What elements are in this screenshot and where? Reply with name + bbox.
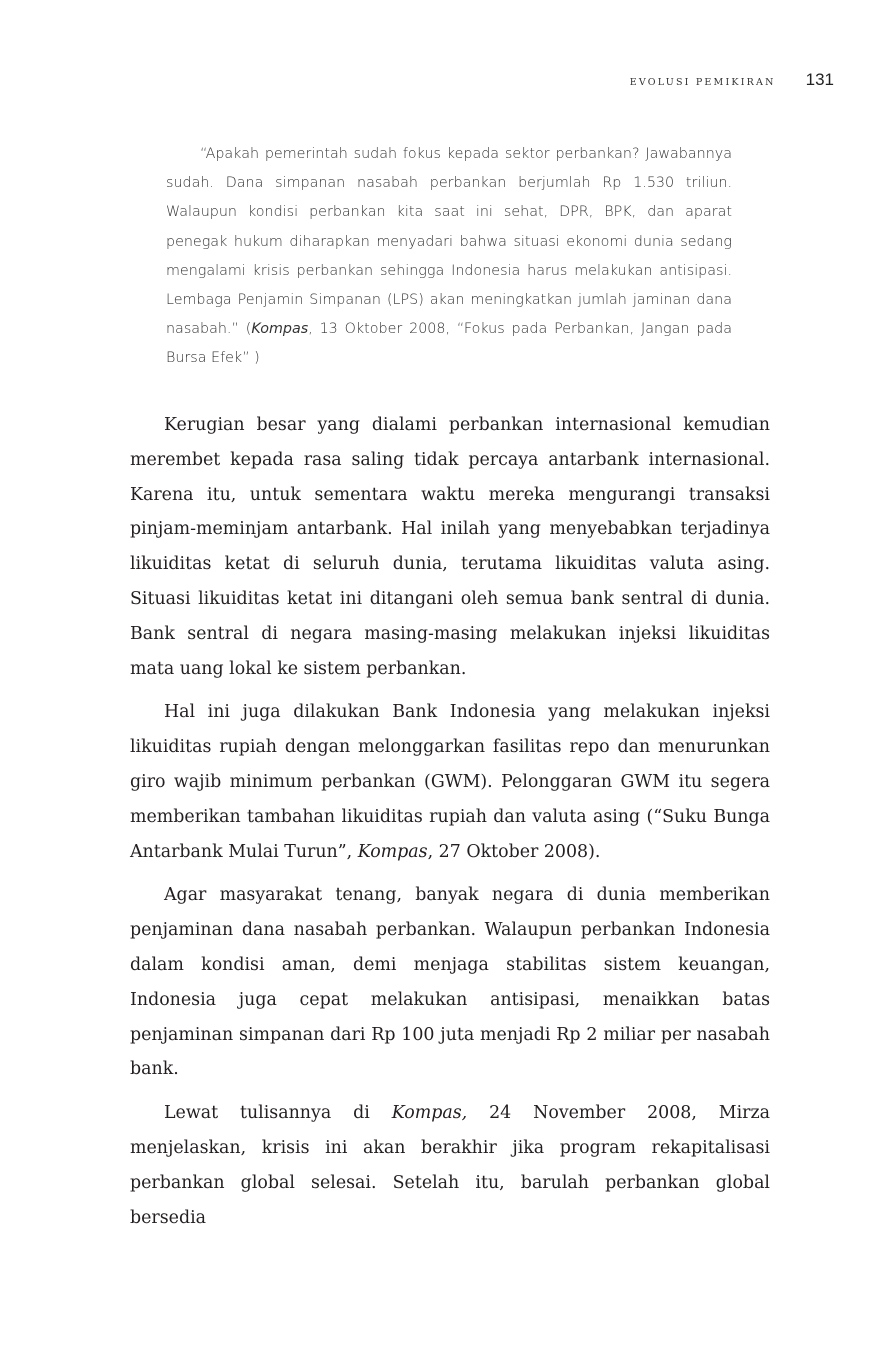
paragraph-2-text: Hal ini juga dilakukan Bank Indonesia yang melakukan injeksi likuiditas rupiah dengan melonggarkan fasilitas repo dan menurunkan giro wajib minimum perbankan (GWM). Pelonggaran GWM itu segera memberikan tambahan likuiditas rupiah dan valuta asing (“Suku Bunga Antarbank Mulai Turun”, <box>130 702 770 862</box>
running-title: EVOLUSI PEMIKIRAN <box>629 77 776 88</box>
paragraph-1: Kerugian besar yang dialami perbankan internasional kemudian merembet kepada rasa saling tidak percaya antarbank internasional. Karena itu, untuk sementara waktu mereka mengurangi transaksi pinjam-meminjam antarbank. Hal inilah yang menyebabkan terjadinya likuiditas ketat di seluruh dunia, terutama likuiditas valuta asing. Situasi likuiditas ketat ini ditangani oleh semua bank sentral di dunia. Bank sentral di negara masing-masing melakukan injeksi likuiditas mata uang lokal ke sistem perbankan. <box>130 415 770 679</box>
quote-citation: , 13 Oktober 2008, “Fokus pada Perbankan, Jangan pada Bursa Efek” ) <box>166 321 732 367</box>
paragraph-4 <box>130 1096 770 1235</box>
paragraph-2-date: , 27 Oktober 2008). <box>427 841 601 862</box>
quote-source: Kompas <box>251 321 309 338</box>
paragraph-4-text: Lewat tulisannya di <box>164 1103 392 1124</box>
paragraph-2-source: Kompas <box>357 841 428 862</box>
paragraph-4-source: Kompas, <box>391 1103 468 1124</box>
paragraph-4-rest: 24 November 2008, Mirza menjelaskan, krisis ini akan berakhir jika program rekapitalisasi perbankan global selesai. Setelah itu, barulah perbankan global bersedia <box>130 1103 770 1228</box>
page-number: 131 <box>805 70 834 89</box>
body-text <box>130 408 770 1244</box>
quote-text: “Apakah pemerintah sudah fokus kepada sektor perbankan? Jawabannya sudah. Dana simpanan nasabah perbankan berjumlah Rp 1.530 triliun. Walaupun kondisi perbankan kita saat ini sehat, DPR, BPK, dan aparat penegak hukum diharapkan menyadari bahwa situasi ekonomi dunia sedang mengalami krisis perbankan sehingga Indonesia harus melakukan antisipasi. Lembaga Penjamin Simpanan (LPS) akan meningkatkan jumlah jaminan dana nasabah.” ( <box>166 146 732 338</box>
block-quote <box>166 140 732 374</box>
paragraph-2 <box>130 695 770 869</box>
page-header <box>630 70 834 90</box>
paragraph-3: Agar masyarakat tenang, banyak negara di dunia memberikan penjaminan dana nasabah perbankan. Walaupun perbankan Indonesia dalam kondisi aman, demi menjaga stabilitas sistem keuangan, Indonesia juga cepat melakukan antisipasi, menaikkan batas penjaminan simpanan dari Rp 100 juta menjadi Rp 2 miliar per nasabah bank. <box>130 885 770 1080</box>
